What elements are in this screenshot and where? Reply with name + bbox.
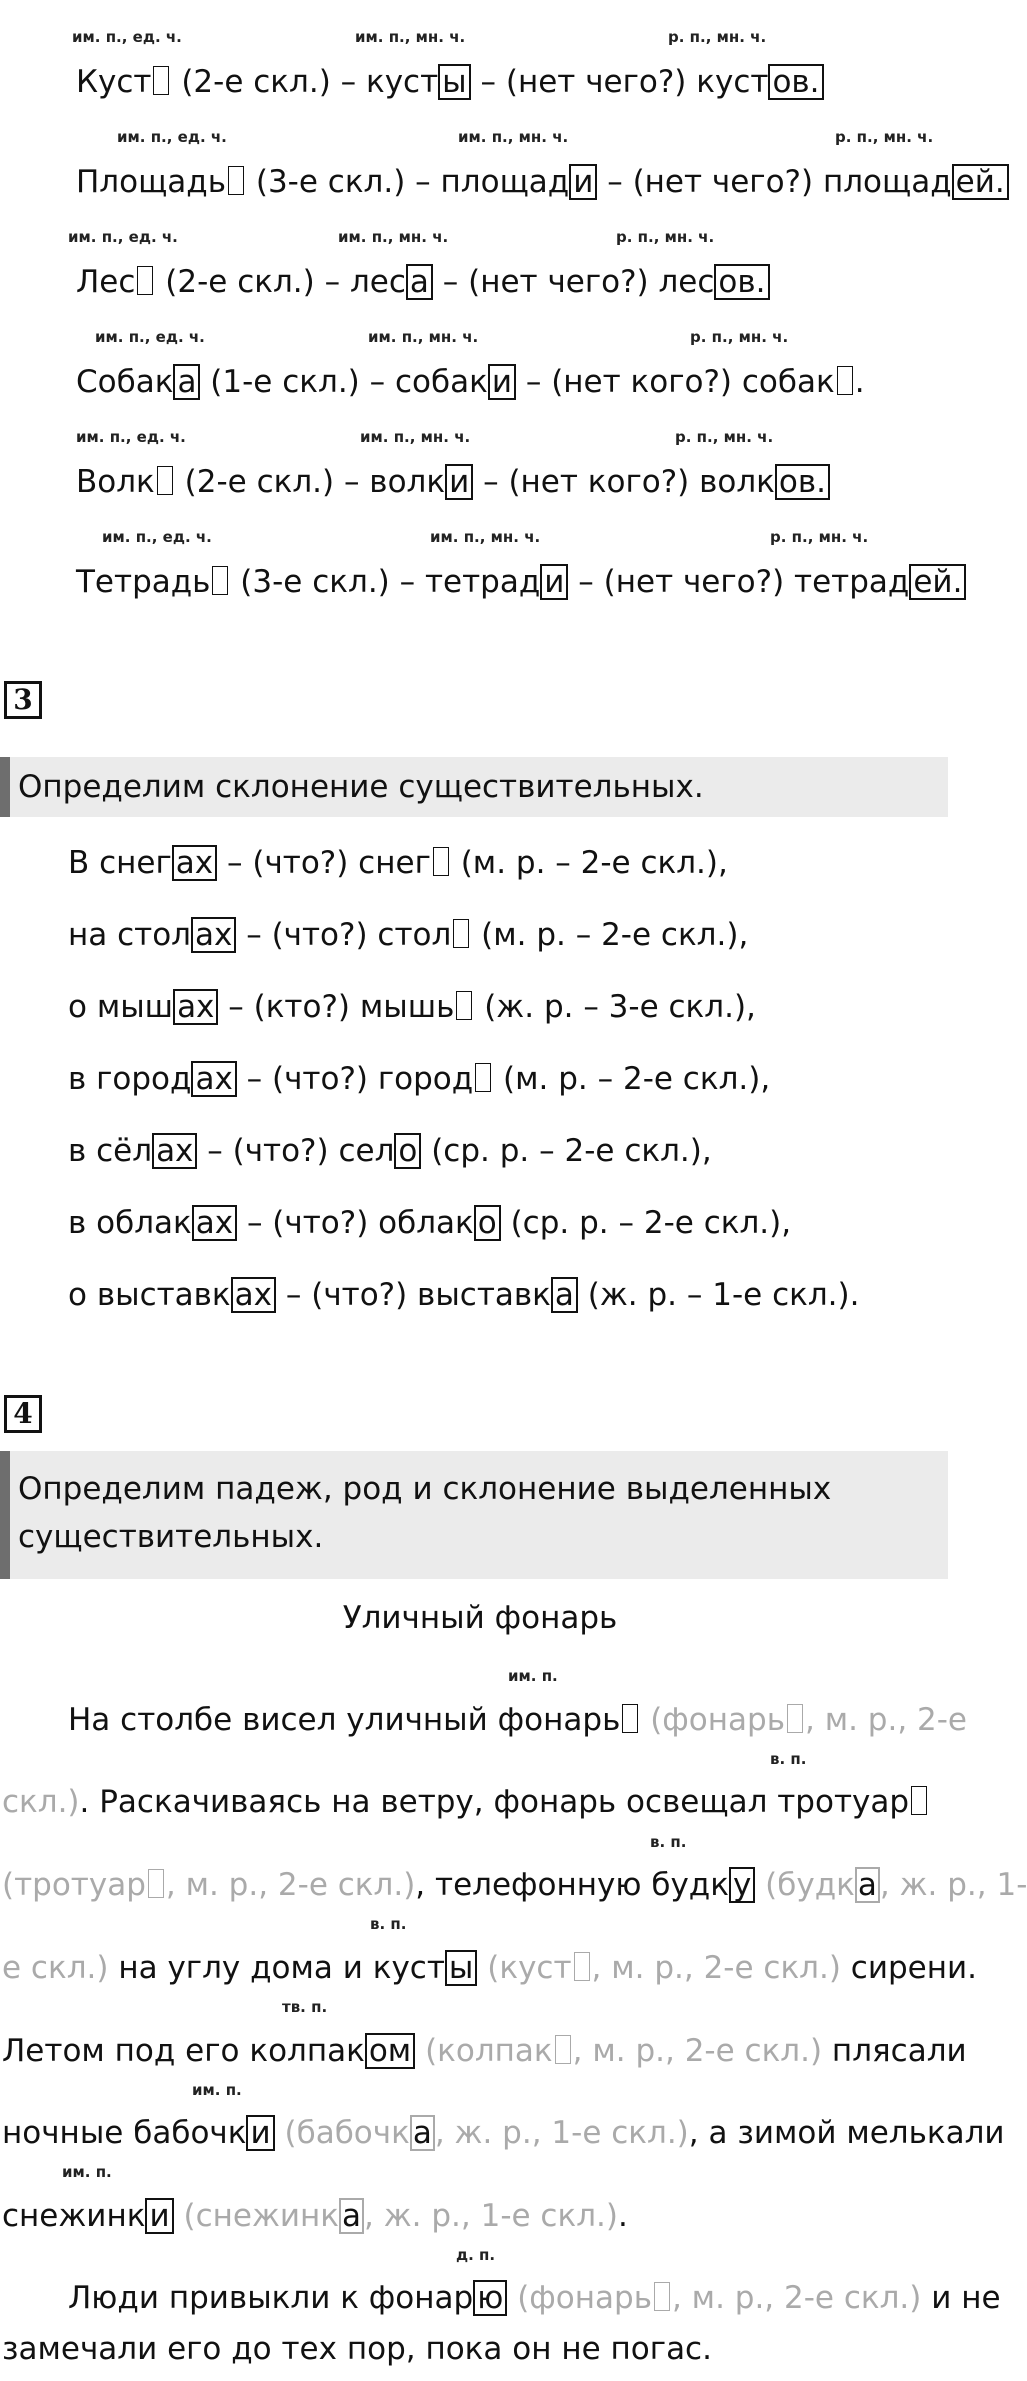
case-mark: тв. п. — [282, 1998, 328, 2016]
zero-ending-box — [654, 2282, 670, 2311]
ending-box: ы — [445, 1950, 477, 1986]
case-mark: им. п. — [62, 2163, 112, 2181]
case-line: в сёл ах – (что?) сел о (ср. р. – 2-е скл.), — [68, 1133, 712, 1169]
ending-box: ов. — [714, 264, 769, 300]
case-mark: им. п., ед. ч. — [68, 228, 178, 246]
zero-ending-box — [555, 2035, 571, 2064]
ending-box: а — [406, 264, 433, 300]
case-mark: р. п., мн. ч. — [690, 328, 789, 346]
task-number: 3 — [4, 681, 42, 719]
ending-box: ю — [473, 2280, 507, 2316]
case-mark: им. п., мн. ч. — [360, 428, 471, 446]
zero-ending-box — [911, 1786, 927, 1815]
case-mark: в. п. — [770, 1750, 807, 1768]
case-line: о мыш ах – (кто?) мышь (ж. р. – 3-е скл.), — [68, 989, 756, 1025]
case-mark: р. п., мн. ч. — [668, 28, 767, 46]
case-mark: им. п., ед. ч. — [95, 328, 205, 346]
zero-ending-box — [456, 991, 472, 1020]
case-mark: им. п., ед. ч. — [72, 28, 182, 46]
text-line: замечали его до тех пор, пока он не погас. — [2, 2331, 712, 2367]
ending-box: ы — [438, 64, 470, 100]
text-line: (тротуар , м. р., 2-е скл.), телефонную будк у (будка, ж. р., 1- — [2, 1867, 1027, 1903]
ending-box: а — [551, 1277, 578, 1313]
ending-box: о — [474, 1205, 501, 1241]
ending-box: ах — [231, 1277, 276, 1313]
zero-ending-box — [148, 1869, 164, 1898]
case-mark: им. п., мн. ч. — [458, 128, 569, 146]
declension-line: Лес (2-е скл.) – лес а – (нет чего?) лес ов. — [76, 262, 770, 302]
text-line: снежинк и (снежинка, ж. р., 1-е скл.). — [2, 2198, 628, 2234]
ending-box: ах — [172, 845, 217, 881]
ending-box: и — [540, 564, 568, 600]
hint-text: Определим склонение существительных. — [18, 769, 704, 805]
case-mark: р. п., мн. ч. — [616, 228, 715, 246]
ending-box: а — [410, 2115, 435, 2151]
text-line: Люди привыкли к фонар ю (фонарь , м. р., 2-е скл.) и не — [68, 2280, 1001, 2316]
ending-box: и — [246, 2115, 274, 2151]
zero-ending-box — [157, 466, 173, 495]
ending-box: ов. — [775, 464, 830, 500]
case-mark: им. п., мн. ч. — [338, 228, 449, 246]
declension-line: Тетрадь (3-е скл.) – тетрад и – (нет чего?) тетрад ей. — [76, 562, 966, 602]
zero-ending-box — [574, 1952, 590, 1981]
case-mark: в. п. — [650, 1833, 687, 1851]
ending-box: и — [569, 164, 597, 200]
ending-box: ом — [365, 2033, 415, 2069]
text-line: Летом под его колпак ом (колпак , м. р., 2-е скл.) плясали — [2, 2033, 967, 2069]
case-mark: д. п. — [456, 2246, 496, 2264]
ending-box: у — [729, 1867, 755, 1903]
zero-ending-box — [228, 166, 244, 195]
ending-box: ах — [152, 1133, 197, 1169]
ending-box: ах — [191, 1061, 236, 1097]
ending-box: и — [488, 364, 516, 400]
declension-line: Куст (2-е скл.) – куст ы – (нет чего?) куст ов. — [76, 62, 824, 102]
zero-ending-box — [475, 1063, 491, 1092]
text-line: е скл.) на углу дома и куст ы (куст , м. р., 2-е скл.) сирени. — [2, 1950, 978, 1986]
zero-ending-box — [212, 566, 228, 595]
ending-box: ах — [173, 989, 218, 1025]
ending-box: ах — [192, 1205, 237, 1241]
zero-ending-box — [837, 366, 853, 395]
hint-box — [0, 757, 948, 817]
text-title: Уличный фонарь — [342, 1600, 618, 1636]
text-line: скл.). Раскачиваясь на ветру, фонарь освещал тротуар — [2, 1782, 929, 1822]
declension-line: Волк (2-е скл.) – волк и – (нет кого?) волк ов. — [76, 462, 830, 502]
zero-ending-box — [153, 66, 169, 95]
hint-text: существительных. — [18, 1519, 324, 1555]
case-mark: р. п., мн. ч. — [770, 528, 869, 546]
ending-box: о — [394, 1133, 421, 1169]
zero-ending-box — [622, 1704, 638, 1733]
case-mark: им. п., ед. ч. — [117, 128, 227, 146]
ending-box: а — [855, 1867, 880, 1903]
ending-box: и — [145, 2198, 173, 2234]
case-mark: р. п., мн. ч. — [835, 128, 934, 146]
case-line: о выставк ах – (что?) выставк а (ж. р. – 1-е скл.). — [68, 1277, 860, 1313]
case-mark: им. п., ед. ч. — [102, 528, 212, 546]
zero-ending-box — [137, 266, 153, 295]
case-line: в город ах – (что?) город (м. р. – 2-е скл.), — [68, 1061, 771, 1097]
case-mark: р. п., мн. ч. — [675, 428, 774, 446]
ending-box: и — [445, 464, 473, 500]
case-mark: им. п., мн. ч. — [355, 28, 466, 46]
declension-line: Собак а (1-е скл.) – собак и – (нет кого?) собак . — [76, 364, 865, 400]
case-line: в облак ах – (что?) облак о (ср. р. – 2-е скл.), — [68, 1205, 792, 1241]
ending-box: а — [173, 364, 200, 400]
case-line: на стол ах – (что?) стол (м. р. – 2-е скл.), — [68, 917, 749, 953]
declension-line: Площадь (3-е скл.) – площад и – (нет чего?) площад ей. — [76, 162, 1009, 202]
case-mark: им. п. — [508, 1667, 558, 1685]
zero-ending-box — [453, 919, 469, 948]
zero-ending-box — [787, 1704, 803, 1733]
text-line: ночные бабочк и (бабочка, ж. р., 1-е скл.), а зимой мелькали — [2, 2115, 1005, 2151]
case-mark: им. п. — [192, 2081, 242, 2099]
zero-ending-box — [433, 847, 449, 876]
case-mark: в. п. — [370, 1915, 407, 1933]
ending-box: а — [339, 2198, 364, 2234]
ending-box: ей. — [909, 564, 966, 600]
case-mark: им. п., мн. ч. — [430, 528, 541, 546]
ending-box: ах — [191, 917, 236, 953]
hint-box — [0, 1451, 948, 1579]
case-mark: им. п., ед. ч. — [76, 428, 186, 446]
hint-text: Определим падеж, род и склонение выделенных — [18, 1471, 832, 1507]
case-line: В снег ах – (что?) снег (м. р. – 2-е скл.), — [68, 845, 728, 881]
case-mark: им. п., мн. ч. — [368, 328, 479, 346]
text-line: На столбе висел уличный фонарь (фонарь , м. р., 2-е — [68, 1702, 968, 1738]
task-number: 4 — [4, 1395, 42, 1433]
ending-box: ов. — [768, 64, 823, 100]
ending-box: ей. — [952, 164, 1009, 200]
